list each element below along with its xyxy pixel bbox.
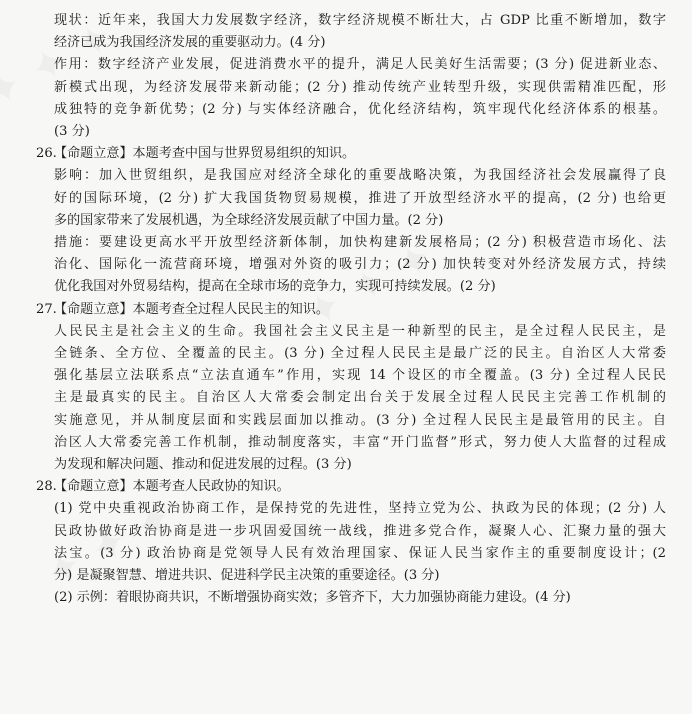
question-topic: 【命题立意】本题考查人民政协的知识。: [54, 479, 290, 495]
text-line: 为发现和解决问题、推动和促进发展的过程。(3 分): [54, 457, 352, 473]
text-line: 治区人大常委完善工作机制，推动制度落实，丰富“开门监督”形式，努力使人大监督的过程成: [54, 434, 666, 450]
text-line: 多的国家带来了发展机遇，为全球经济发展贡献了中国力量。(2 分): [54, 212, 444, 228]
text-line: 影响：加入世贸组织，是我国应对经济全球化的重要战略决策，为我国经济社会发展赢得了良: [54, 168, 666, 184]
text-line: 好的国际环境，(2 分) 扩大我国货物贸易规模，推进了开放型经济水平的提高，(2 分) 也给更: [54, 190, 666, 206]
text-line: 新模式出现，为经济发展带来新动能；(2 分) 推动传统产业转型升级，实现供需精准匹配，形: [54, 79, 666, 95]
answer-content: [36, 10, 666, 609]
question-heading: [36, 299, 666, 321]
question-heading: [36, 476, 666, 498]
text-line: 现状：近年来，我国大力发展数字经济，数字经济规模不断壮大，占 GDP 比重不断增加，数字: [54, 13, 666, 28]
question-heading: [36, 143, 666, 165]
q25-answer: [36, 10, 666, 143]
text-line: (2) 示例：着眼协商共识，不断增强协商实效；多管齐下，大力加强协商能力建设。(4 分): [54, 590, 571, 606]
text-line: 主是最真实的民主。自治区人大常委会制定出台关于发展全过程人民民主完善工作机制的: [54, 390, 666, 406]
q27-answer: [36, 321, 666, 476]
text-line: 经济已成为我国经济发展的重要驱动力。(4 分): [54, 35, 326, 51]
text-line: 强化基层立法联系点“立法直通车”作用，实现 14 个设区的市全覆盖。(3 分) 全过程人民民: [54, 368, 666, 384]
text-line: 实施意见，并从制度层面和实践层面加以推动。(3 分) 全过程人民民主是最管用的民主。自: [54, 412, 666, 428]
question-number: 26.: [36, 146, 57, 162]
question-number: 28.: [36, 479, 57, 495]
question-topic: 【命题立意】本题考查全过程人民民主的知识。: [54, 301, 329, 317]
text-line: 人民民主是社会主义的生命。我国社会主义民主是一种新型的民主，是全过程人民民主，是: [54, 323, 666, 339]
text-line: 优化我国对外贸易结构，提高在全球市场的竞争力，实现可持续发展。(2 分): [54, 279, 496, 295]
text-line: 作用：数字经济产业发展，促进消费水平的提升，满足人民美好生活需要；(3 分) 促进新业态、: [54, 57, 666, 73]
q28-answer: [36, 498, 666, 609]
text-line: 分) 是凝聚智慧、增进共识、促进科学民主决策的重要途径。(3 分): [54, 568, 440, 584]
text-line: 成独特的竞争新优势；(2 分) 与实体经济融合，优化经济结构，筑牢现代化经济体系的根基。: [54, 101, 666, 117]
text-line: (3 分): [54, 124, 90, 140]
text-line: 治化、国际化一流营商环境，增强对外资的吸引力；(2 分) 加快转变对外经济发展方式，持续: [54, 257, 666, 273]
text-line: 措施：要建设更高水平开放型经济新体制，加快构建新发展格局；(2 分) 积极营造市场化、法: [54, 235, 666, 251]
text-line: 民政协做好政治协商是进一步巩固爱国统一战线，推进多党合作，凝聚人心、汇聚力量的强大: [54, 523, 666, 539]
q26-answer: [36, 165, 666, 298]
question-number: 27.: [36, 301, 57, 317]
question-topic: 【命题立意】本题考查中国与世界贸易组织的知识。: [54, 146, 356, 162]
text-line: (1) 党中央重视政治协商工作，是保持党的先进性，坚持立党为公、执政为民的体现；(2 分) 人: [54, 501, 666, 517]
text-line: 法宝。(3 分) 政治协商是党领导人民有效治理国家、保证人民当家作主的重要制度设计；(2: [54, 545, 666, 561]
text-line: 全链条、全方位、全覆盖的民主。(3 分) 全过程人民民主是最广泛的民主。自治区人大常委: [54, 346, 666, 362]
